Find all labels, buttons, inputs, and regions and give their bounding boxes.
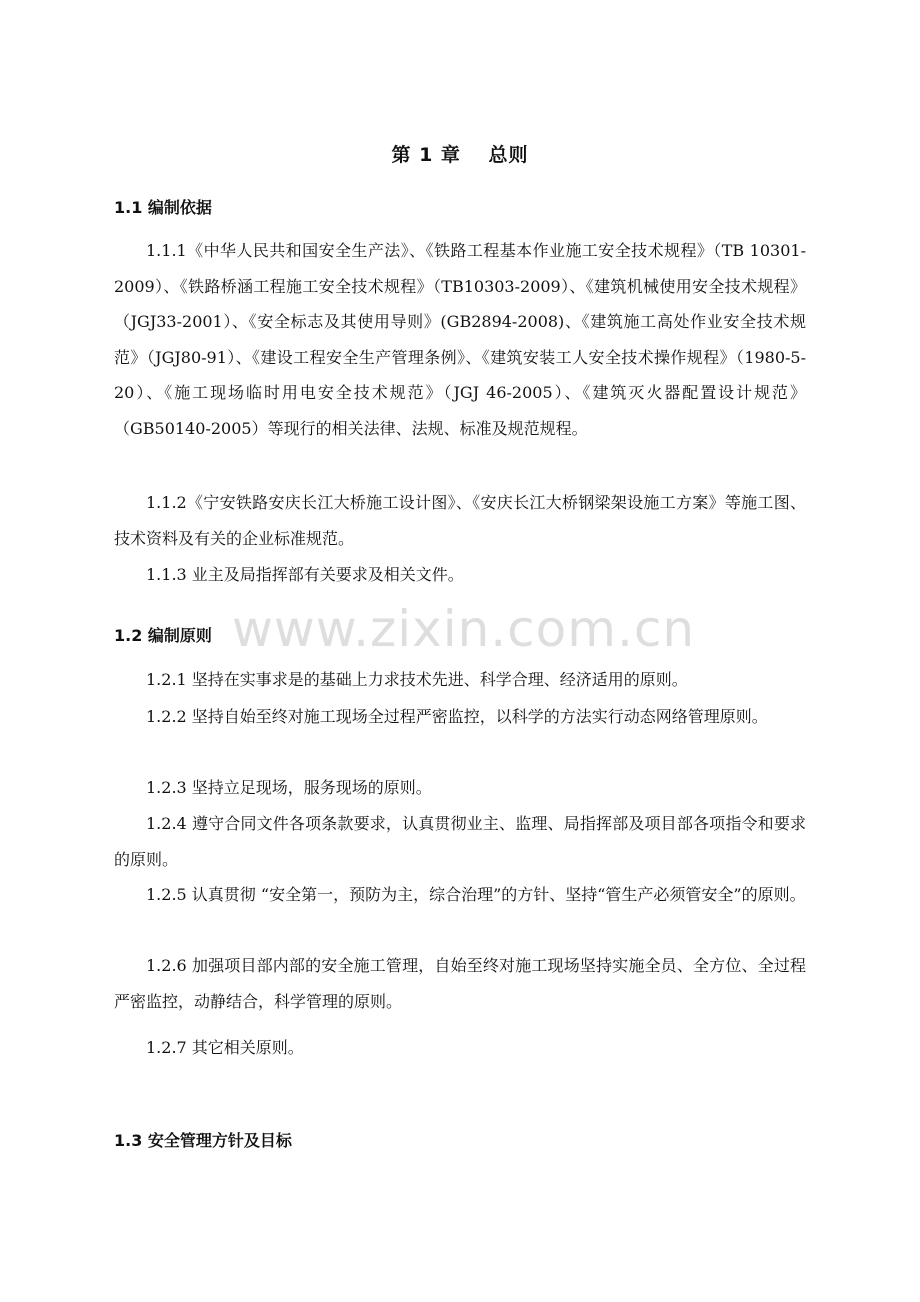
paragraph-1-2-1: 1.2.1 坚持在实事求是的基础上力求技术先进、科学合理、经济适用的原则。 bbox=[146, 670, 688, 689]
watermark-text: www.zixin.com.cn bbox=[232, 600, 696, 658]
section-heading-1-3: 1.3 安全管理方针及目标 bbox=[114, 1131, 292, 1150]
paragraph-1-2-4: 1.2.4 遵守合同文件各项条款要求，认真贯彻业主、监理、局指挥部及项目部各项指令和要求的原则。 bbox=[114, 814, 806, 869]
section-heading-1-1: 1.1 编制依据 bbox=[114, 198, 212, 217]
section-heading-1-2: 1.2 编制原则 bbox=[114, 626, 212, 645]
paragraph-1-1-2: 1.1.2《宁安铁路安庆长江大桥施工设计图》、《安庆长江大桥钢梁架设施工方案》等施工图、技术资料及有关的企业标准规范。 bbox=[114, 493, 806, 548]
paragraph-1-2-5: 1.2.5 认真贯彻 “安全第一，预防为主，综合治理”的方针、坚持“管生产必须管安全”的原则。 bbox=[146, 885, 806, 904]
paragraph-1-2-6: 1.2.6 加强项目部内部的安全施工管理，自始至终对施工现场坚持实施全员、全方位、全过程严密监控，动静结合，科学管理的原则。 bbox=[114, 956, 806, 1011]
paragraph-1-1-1: 1.1.1《中华人民共和国安全生产法》、《铁路工程基本作业施工安全技术规程》（TB 10301-2009）、《铁路桥涵工程施工安全技术规程》（TB10303-2009）、《建筑机械使用安全技术规程》（JGJ33-2001）、《安全标志及其使用导则》(GB2894-2008)、《建筑施工高处作业安全技术规范》（JGJ80-91）、《建设工程安全生产管理条例》、《建筑安装工人安全技术操作规程》（1980-5-20）、《施工现场临时用电安全技术规范》（JGJ 46-2005）、《建筑灭火器配置设计规范》（GB50140-2005）等现行的相关法律、法规、标准及规范规程。 bbox=[114, 241, 806, 438]
chapter-title: 第 1 章 总则 bbox=[391, 144, 529, 166]
paragraph-1-2-7: 1.2.7 其它相关原则。 bbox=[146, 1038, 304, 1057]
paragraph-1-1-3: 1.1.3 业主及局指挥部有关要求及相关文件。 bbox=[146, 565, 464, 584]
paragraph-1-2-3: 1.2.3 坚持立足现场，服务现场的原则。 bbox=[146, 778, 432, 797]
paragraph-1-2-2: 1.2.2 坚持自始至终对施工现场全过程严密监控，以科学的方法实行动态网络管理原则。 bbox=[146, 707, 768, 726]
